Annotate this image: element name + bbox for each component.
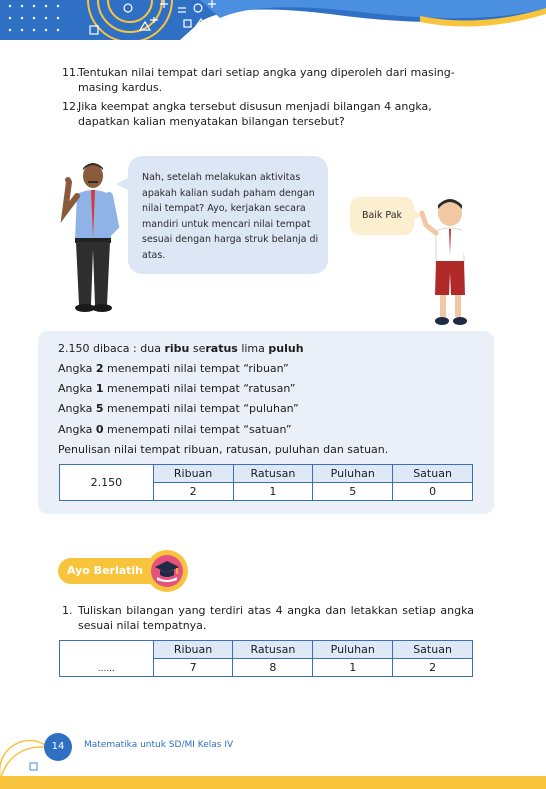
table-row bbox=[60, 641, 473, 659]
page-number: 14 bbox=[44, 733, 72, 761]
header-cell: Satuan bbox=[393, 641, 473, 659]
header-cell: Ratusan bbox=[233, 641, 313, 659]
teacher-speech-text: Nah, setelah melakukan aktivitas apakah kalian sudah paham dengan nilai tempat? Ayo, kerjakan secara mandiri untuk mencari nilai tempat sesuai dengan harga struk belanja di atas. bbox=[142, 172, 319, 261]
read-bold-ratus: ratus bbox=[205, 342, 238, 355]
graduation-cap-icon bbox=[146, 550, 188, 592]
header-cell: Puluhan bbox=[313, 465, 393, 483]
digit-line-post: menempati nilai tempat “ratusan” bbox=[103, 382, 296, 395]
header-cell: Ribuan bbox=[153, 465, 233, 483]
answer-blank-cell: ...... bbox=[60, 641, 154, 677]
digit-line-digit: 0 bbox=[95, 423, 104, 436]
value-cell: 8 bbox=[233, 659, 313, 677]
ayo-berlatih-badge: Ayo Berlatih bbox=[58, 558, 162, 584]
table-row bbox=[60, 465, 473, 483]
footer-bar bbox=[0, 776, 546, 789]
digit-line-pre: Angka bbox=[58, 362, 96, 375]
header-cell: Puluhan bbox=[313, 641, 393, 659]
teacher-speech-bubble bbox=[128, 156, 328, 274]
summary-line: Penulisan nilai tempat ribuan, ratusan, puluhan dan satuan. bbox=[58, 443, 389, 456]
question-text: Tentukan nilai tempat dari setiap angka yang diperoleh dari masing-masing kardus. bbox=[78, 66, 455, 94]
value-cell: 1 bbox=[233, 483, 313, 501]
question-number: 12. bbox=[62, 100, 80, 113]
digit-line-digit: 2 bbox=[95, 362, 104, 375]
exercise-1 bbox=[62, 603, 474, 633]
digit-line-post: menempati nilai tempat “ribuan” bbox=[103, 362, 289, 375]
value-cell: 7 bbox=[153, 659, 233, 677]
digit-line-digit: 1 bbox=[95, 382, 104, 395]
read-line bbox=[58, 342, 304, 356]
question-11 bbox=[62, 65, 476, 95]
value-cell: 5 bbox=[313, 483, 393, 501]
value-cell: 1 bbox=[313, 659, 393, 677]
exercise-number: 1. bbox=[62, 604, 73, 617]
value-cell: 2 bbox=[393, 659, 473, 677]
header-cell: Ribuan bbox=[153, 641, 233, 659]
read-mid-2: lima bbox=[237, 342, 269, 355]
value-cell: 2 bbox=[153, 483, 233, 501]
digit-line-post: menempati nilai tempat “satuan” bbox=[103, 423, 292, 436]
digit-line-pre: Angka bbox=[58, 382, 96, 395]
digit-line bbox=[58, 402, 299, 416]
place-value-table-exercise bbox=[59, 640, 473, 677]
student-speech-bubble bbox=[350, 197, 414, 235]
digit-line-post: menempati nilai tempat “puluhan” bbox=[103, 402, 299, 415]
number-cell: 2.150 bbox=[60, 465, 154, 501]
question-text: Jika keempat angka tersebut disusun menjadi bilangan 4 angka, dapatkan kalian menyatakan bilangan tersebut? bbox=[78, 100, 432, 128]
read-bold-puluh: puluh bbox=[268, 342, 304, 355]
header-cell: Satuan bbox=[393, 465, 473, 483]
student-illustration bbox=[418, 195, 478, 330]
value-cell: 0 bbox=[393, 483, 473, 501]
place-value-table-example bbox=[59, 464, 473, 501]
footer-book-title: Matematika untuk SD/MI Kelas IV bbox=[84, 740, 234, 750]
digit-line-pre: Angka bbox=[58, 402, 96, 415]
header-cell: Ratusan bbox=[233, 465, 313, 483]
exercise-text: Tuliskan bilangan yang terdiri atas 4 angka dan letakkan setiap angka sesuai nilai tempatnya. bbox=[78, 604, 474, 632]
digit-line-pre: Angka bbox=[58, 423, 96, 436]
header-decoration bbox=[0, 0, 546, 40]
read-prefix: 2.150 dibaca : dua bbox=[58, 342, 165, 355]
read-mid-1: se bbox=[189, 342, 206, 355]
question-12 bbox=[62, 99, 476, 129]
digit-line-digit: 5 bbox=[95, 402, 104, 415]
digit-line bbox=[58, 382, 295, 396]
digit-line bbox=[58, 362, 289, 376]
digit-line bbox=[58, 423, 292, 437]
question-number: 11. bbox=[62, 66, 80, 79]
read-bold-ribu: ribu bbox=[164, 342, 190, 355]
student-speech-text: Baik Pak bbox=[361, 210, 403, 221]
